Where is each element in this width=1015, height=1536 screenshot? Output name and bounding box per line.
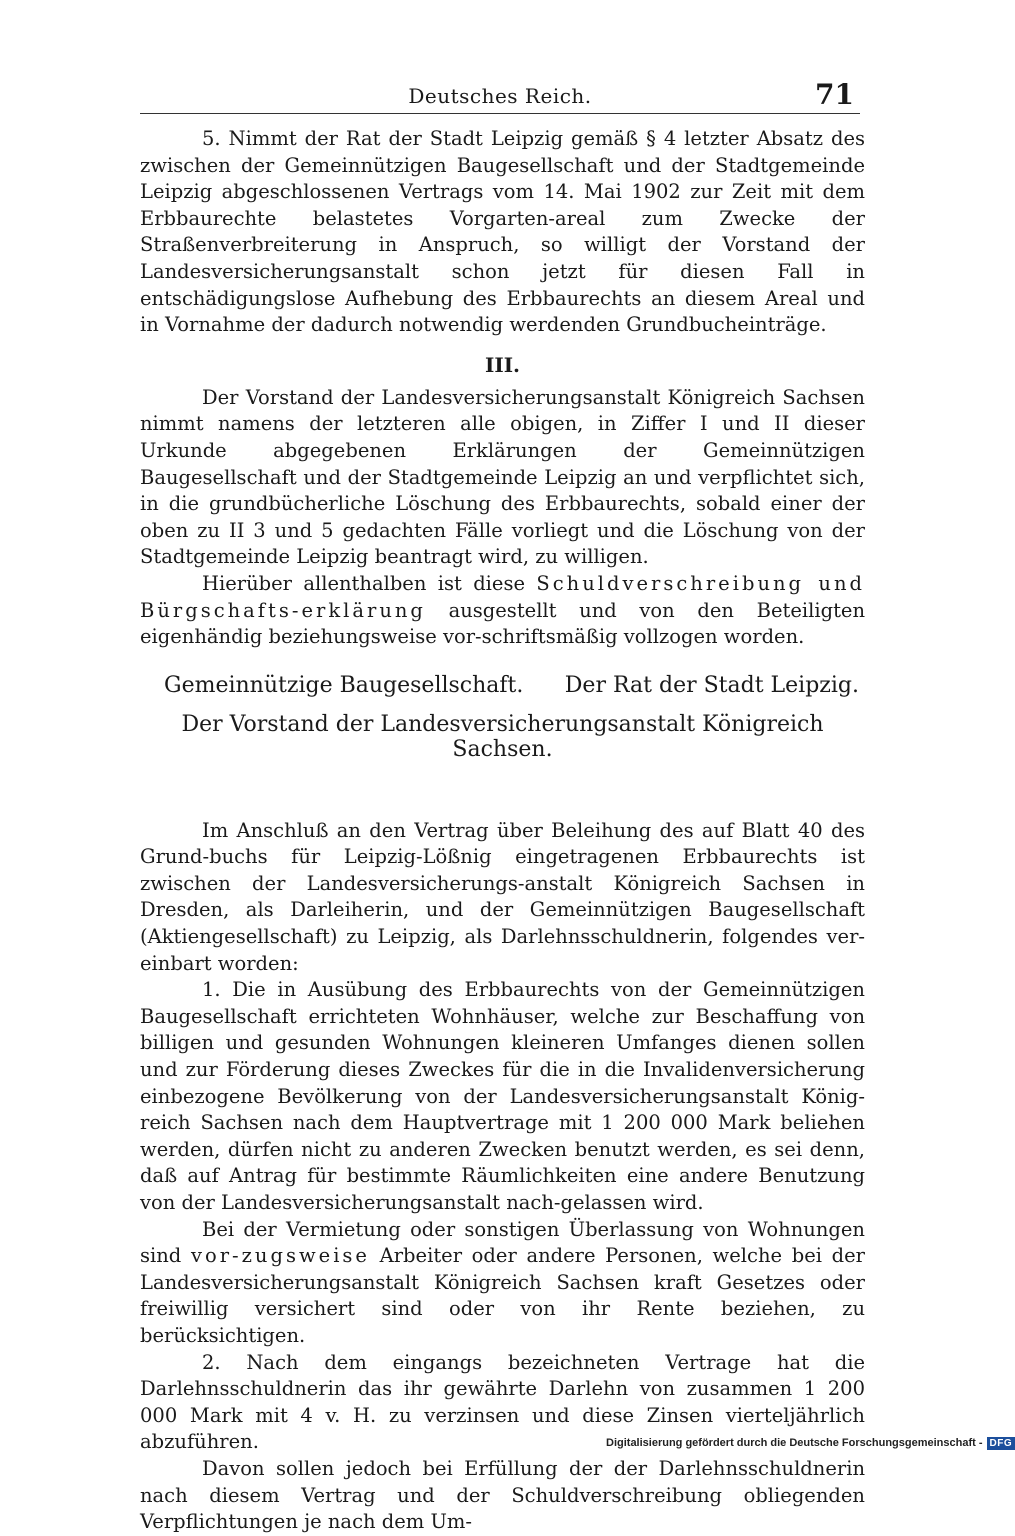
footer-note: Digitalisierung gefördert durch die Deutsche Forschungsgemeinschaft - [606, 1437, 983, 1449]
signature-baugesellschaft: Gemeinnützige Baugesellschaft. [164, 672, 524, 698]
paragraph-2: 2. Nach dem eingangs bezeichneten Vertrage hat die Darlehnsschuldnerin das ihr gewährte Darlehn von zusammen 1 200 000 Mark mit 4 v. H. zu verzinsen und diese Zinsen vierteljährlich abzuführen. [140, 1350, 865, 1454]
spaced-term: Schuldverschreibung und Bürgschafts-erklärung [140, 571, 865, 622]
spaced-term: vor-zugsweise [190, 1244, 370, 1268]
paragraph-lead: Bei der Vermietung oder sonstigen Überlassung von Wohnungen sind [140, 1217, 865, 1268]
section-gap [140, 762, 865, 818]
paragraph-rest: Arbeiter oder andere Personen, welche bei der Landesversicherungsanstalt Königreich Sachsen kraft Gesetzes oder freiwillig versichert sind oder von ihr Rente beziehen, zu berücksichtigen. [140, 1244, 865, 1347]
paragraph-vermietung [140, 1217, 865, 1350]
paragraph-lead: Hierüber allenthalben ist diese [202, 571, 526, 595]
page-body [140, 126, 865, 1536]
signature-vorstand: Der Vorstand der Landesversicherungsanstalt Königreich Sachsen. [181, 711, 824, 762]
header-rule [140, 113, 860, 114]
page-number: 71 [815, 78, 854, 111]
paragraph-davon: Davon sollen jedoch bei Erfüllung der der Darlehnsschuldnerin nach diesem Vertrag und der Schuldverschreibung obliegenden Verpflichtungen je nach dem Um- [140, 1456, 865, 1534]
signature-row [164, 673, 859, 698]
paragraph-hierueber [140, 571, 865, 651]
paragraph-5: 5. Nimmt der Rat der Stadt Leipzig gemäß § 4 letzter Absatz des zwischen der Gemeinnützigen Baugesellschaft und der Stadtgemeinde Leipzig abgeschlossenen Vertrags vom 14. Mai 1902 zur Zeit mit dem Erbbaurechte belastetes Vorgarten-areal zum Zwecke der Straßenverbreiterung in Anspruch, so willigt der Vorstand der Landesversicherungsanstalt schon jetzt für diesen Fall in entschädigungslose Aufhebung des Erbbaurechts an diesem Areal und in Vornahme der dadurch notwendig werdenden Grundbucheinträge. [140, 127, 865, 337]
paragraph-1: 1. Die in Ausübung des Erbbaurechts von der Gemeinnützigen Baugesellschaft errichteten Wohnhäuser, welche zur Beschaffung von billigen und gesunden Wohnungen kleineren Umfanges dienen sollen und zur Förderung dieses Zweckes für die in die Invalidenversicherung einbezogene Bevölkerung von der Landesversicherungsanstalt König-reich Sachsen nach dem Hauptvertrage mit 1 200 000 Mark beliehen werden, dürfen nicht zu anderen Zwecken benutzt werden, es sei denn, daß auf Antrag für bestimmte Räumlichkeiten eine andere Benutzung von der Landesversicherungsanstalt nach-gelassen wird. [140, 978, 865, 1214]
page-header [140, 78, 860, 112]
running-head: Deutsches Reich. [408, 84, 592, 108]
signature-rat-leipzig: Der Rat der Stadt Leipzig. [564, 672, 859, 698]
dfg-logo-icon: DFG [987, 1437, 1015, 1450]
paragraph-iii: Der Vorstand der Landesversicherungsanstalt Königreich Sachsen nimmt namens der letzteren alle obigen, in Ziffer I und II dieser Urkunde abgegebenen Erklärungen der Gemeinnützigen Baugesellschaft und der Stadtgemeinde Leipzig an und verpflichtet sich, in die grundbücherliche Löschung des Erbbaurechts, sobald einer der oben zu II 3 und 5 gedachten Fälle vorliegt und die Löschung von der Stadtgemeinde Leipzig beantragt wird, zu willigen. [140, 385, 865, 569]
section-heading: III. [484, 352, 521, 377]
digitization-footer [606, 1436, 1013, 1450]
paragraph-anschluss: Im Anschluß an den Vertrag über Beleihung des auf Blatt 40 des Grund-buchs für Leipzig-Lößnig eingetragenen Erbbaurechts ist zwischen der Landesversicherungs-anstalt Königreich Sachsen in Dresden, als Darleiherin, und der Gemeinnützigen Baugesellschaft (Aktiengesellschaft) zu Leipzig, als Darlehnsschuldnerin, folgendes ver-einbart worden: [140, 818, 865, 975]
paragraph-rest: ausgestellt und von den Beteiligten eigenhändig beziehungsweise vor-schriftsmäßig vollzogen worden. [140, 598, 866, 649]
